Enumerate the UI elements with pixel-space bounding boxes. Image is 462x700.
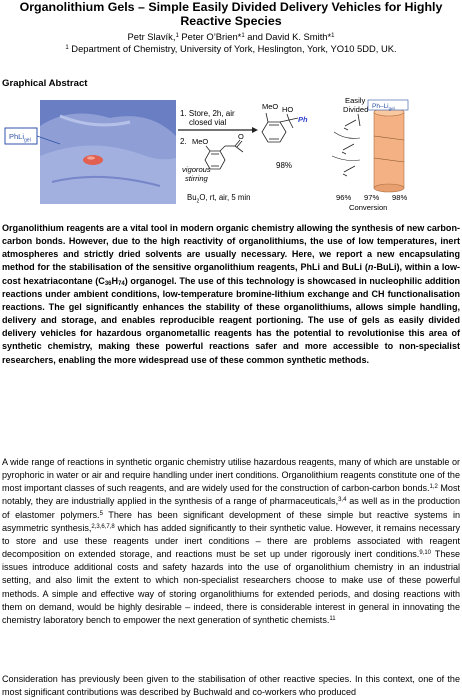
divided-line-1: Easily <box>345 96 366 105</box>
author-sup: 1 <box>241 33 245 39</box>
author-name: Peter O’Brien* <box>178 31 242 42</box>
affiliation-sup: 1 <box>65 45 69 51</box>
abstract-text: Organolithium reagents are a vital tool in modern organic chemistry allowing the synthesis of new carbon-carbon bonds. However, due to the high reactivity of organolithiums, the use of low temperatures, inert atmospheres and strictly dried solvents are usually necessary. Here, we report a new encapsulating method for the stabilisation of the sensitive organolithium reagents, PhLi and BuLi (n-BuLi), within a low-cost hexatriacontane $(C_{36}H_{74})$ organogel. The use of this technology is showcased in nucleophilic addition reactions under ambient conditions, low-temperature bromine-lithium exchange and CH functionalisation reactions. The gel significantly enhances the stability of these organolithiums, allows simple handling, delivery and storage, and enables reproducible reagent portioning. The use of gels as easily divided delivery vehicles for hazardous organometallic reagents has the potential to revolutionise this area of synthetic chemistry, making these powerful reactions safer and more accessible to non-specialist researchers, enabling the more widespread use of these common synthetic methods. <box>2 223 461 365</box>
arrow-icon <box>332 132 360 161</box>
product-yield: 98% <box>276 161 293 170</box>
affiliation <box>0 43 462 55</box>
step-1-line-1: 1. Store, 2h, air <box>180 109 235 118</box>
conditions: $Bu_2O$, rt, air, 5 min <box>187 193 251 205</box>
author-name: and David K. Smith* <box>244 31 332 42</box>
title-line-2: Reactive Species <box>180 14 282 28</box>
conversion-value: 98% <box>392 193 408 202</box>
reagent-meo: MeO <box>192 137 209 146</box>
conversion-value: 97% <box>364 193 380 202</box>
stir-line-1: vigorous <box>182 165 211 174</box>
knife-icon <box>342 120 356 176</box>
product-meo: MeO <box>262 102 279 111</box>
intro-paragraph-2: Consideration has previously been given to the stabilisation of other reactive species. In this context, one of the most significant contributions was described by Buchwald and co-workers who produced <box>2 674 460 698</box>
author-sup: 1 <box>175 33 179 39</box>
stir-line-2: stirring <box>185 174 208 183</box>
step-2-label: 2. <box>180 137 187 146</box>
product-ho: HO <box>282 105 294 114</box>
conversion-label: Conversion <box>349 203 388 212</box>
gel-sample <box>83 155 103 165</box>
graphical-abstract-figure <box>0 96 462 212</box>
reaction-arrow-head <box>252 127 258 133</box>
author-sup: 1 <box>331 33 335 39</box>
step-1-line-2: closed vial <box>189 118 227 127</box>
divided-line-2: Divided <box>343 105 369 114</box>
product-structure <box>262 113 298 142</box>
conversion-value: 96% <box>336 193 352 202</box>
product-ph: Ph <box>298 115 308 124</box>
divided-pointer <box>358 114 360 126</box>
gel-label-sub: gel <box>24 137 31 144</box>
paper-title <box>0 0 462 28</box>
author-name: Petr Slavík, <box>127 31 176 42</box>
gel-label: PhLi <box>9 132 25 141</box>
reagent-o: O <box>238 132 244 141</box>
author-list <box>0 31 462 43</box>
title-line-1: Organolithium Gels – Simple Easily Divided Delivery Vehicles for Highly <box>19 0 443 14</box>
glove-photo <box>40 100 176 204</box>
graphical-abstract-heading: Graphical Abstract <box>2 78 88 89</box>
cylinder-label: Ph–Li <box>372 103 389 110</box>
intro-paragraph-1: A wide range of reactions in synthetic organic chemistry utilise hazardous reagents, many of which are unstable or pyrophoric in water or air and require handling under inert conditions. Organolithium reagents constitute one of the most important classes of such reagents, and are widely used for the construction of carbon-carbon bonds.$^{1,2}$ Most notably, they are industrially applied in the synthesis of a range of pharmaceuticals,$^{3,4}$ as well as in the production of elastomer polymers.$^5$ There has been significant development of these simple but reactive systems in asymmetric synthesis,$^{2,3,6,7,8}$ which has added significantly to their synthetic value. However, it remains necessary to store and use these reagents under inert conditions – there are problems associated with reagent decomposition on extended storage, and reactions must be set up under rigorously inert conditions.$^{9,10}$ These issues introduce additional costs and safety hazards into the use of organolithium chemistry in an industrial setting, and also limit the extent to which non-specialist researchers choose to make use of these powerful methods. A simple and effective way of storing organolithiums for extended periods, and dosing reactions with them on demand, would be highly desirable – indeed, there is considerable interest in general in innovating the chemistry laboratory bench to empower the next generation of synthetic chemists.$^{11}$ <box>2 457 460 625</box>
cylinder-label-sub: gel <box>388 106 395 111</box>
affiliation-text: Department of Chemistry, University of York, Heslington, York, YO10 5DD, UK. <box>68 43 397 54</box>
cylinder <box>374 108 404 192</box>
